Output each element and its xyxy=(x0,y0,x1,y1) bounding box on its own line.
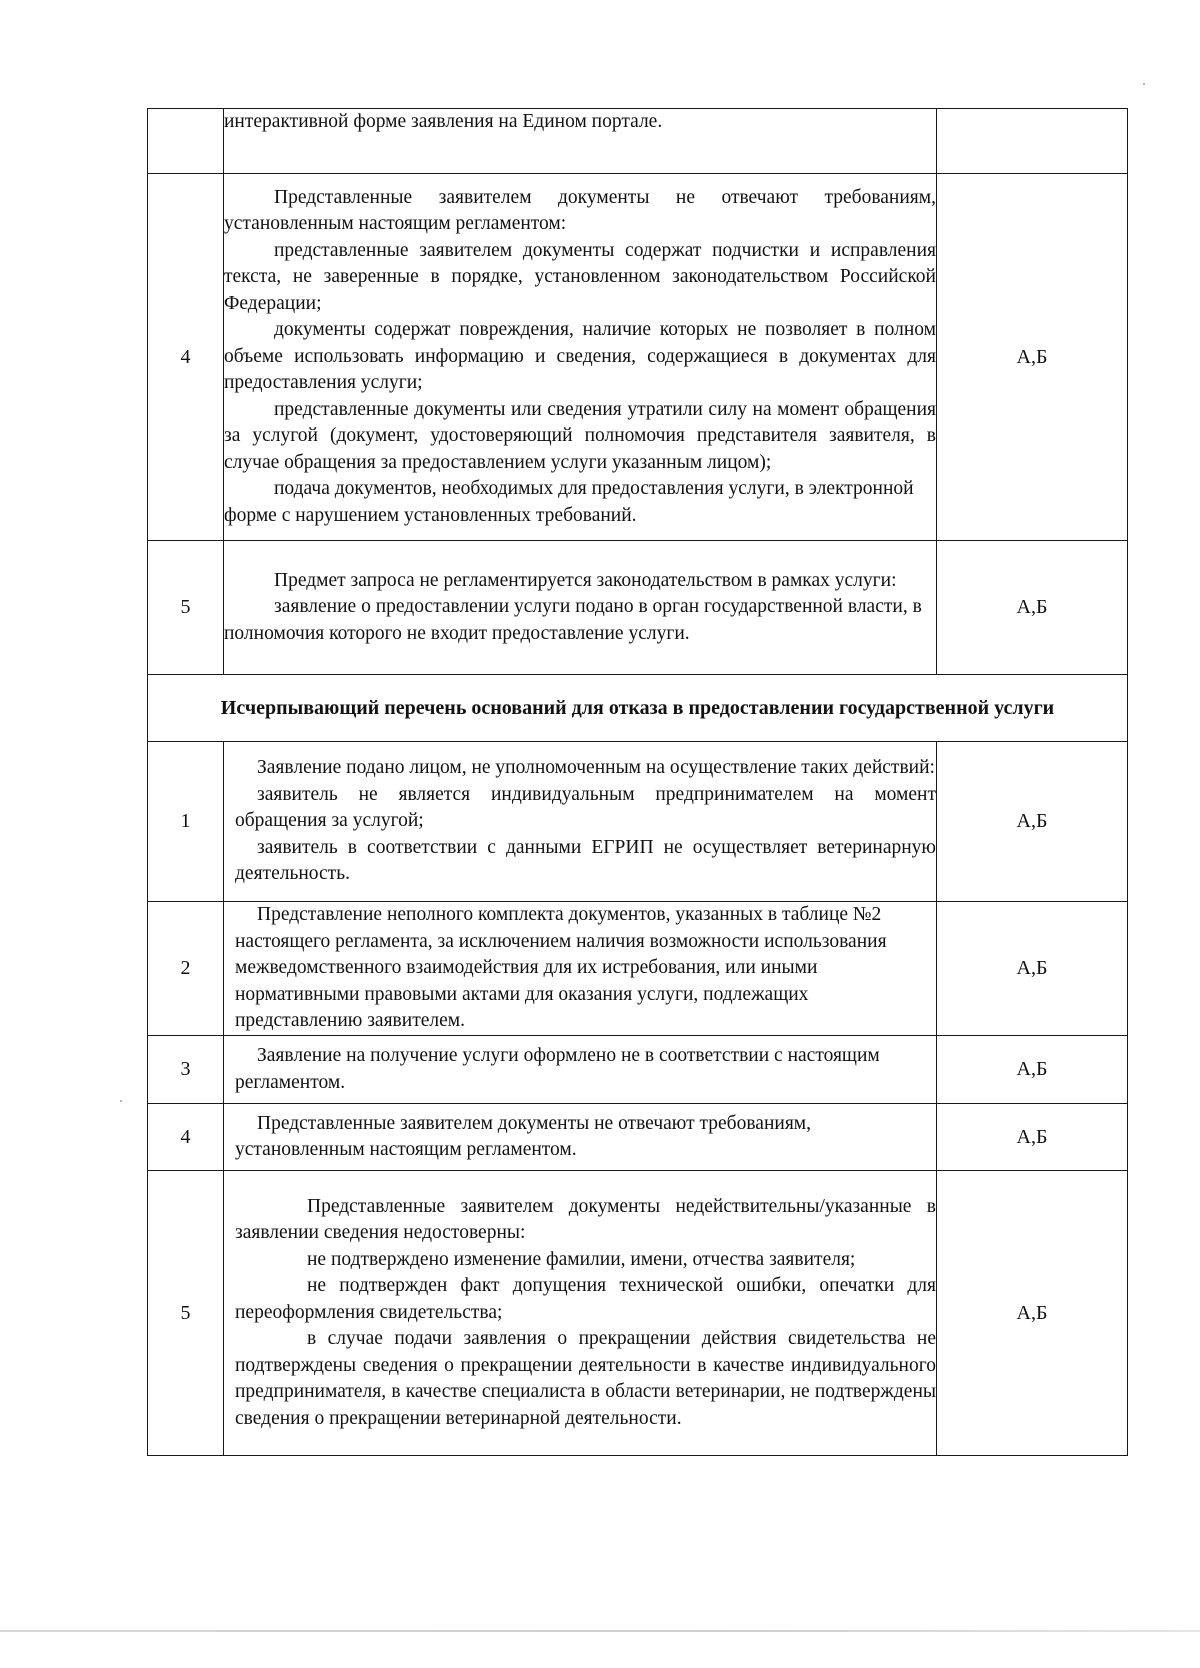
row-number: 5 xyxy=(148,541,224,675)
row-grade: А,Б xyxy=(937,1104,1128,1171)
row-number: 3 xyxy=(148,1036,224,1104)
row-number: 1 xyxy=(148,742,224,902)
table-row xyxy=(148,174,1128,541)
row-number: 2 xyxy=(148,902,224,1036)
row-paragraph: заявление о предоставлении услуги подано в орган государственной власти, в полномочия которого не входит предоставление услуги. xyxy=(224,596,922,644)
row-paragraph: не подтверждено изменение фамилии, имени, отчества заявителя; xyxy=(307,1248,856,1270)
table-row xyxy=(148,902,1128,1036)
scan-speck xyxy=(1143,83,1145,85)
row-paragraph: заявитель не является индивидуальным предпринимателем на момент обращения за услугой; xyxy=(235,783,936,832)
row-grade: А,Б xyxy=(937,174,1128,541)
table-row xyxy=(148,541,1128,675)
table-row xyxy=(148,1104,1128,1171)
section-heading-row xyxy=(148,675,1128,742)
row-number xyxy=(148,109,224,174)
row-text xyxy=(224,742,937,902)
table-row xyxy=(148,1036,1128,1104)
row-number: 4 xyxy=(148,174,224,541)
row-grade: А,Б xyxy=(937,1036,1128,1104)
row-paragraph: документы содержат повреждения, наличие которых не позволяет в полном объеме использовать информацию и сведения, содержащиеся в документах для предоставления услуги; xyxy=(224,319,936,394)
row-text xyxy=(224,541,937,675)
row-grade: А,Б xyxy=(937,902,1128,1036)
scan-edge-line xyxy=(0,1630,1200,1632)
row-grade: А,Б xyxy=(937,1171,1128,1456)
row-text xyxy=(224,1171,937,1456)
row-paragraph: Представление неполного комплекта документов, указанных в таблице №2 настоящего регламента, за исключением наличия возможности использования межведомственного взаимодействия для их истребования, или иными нормативными правовыми актами для оказания услуги, подлежащих представлению заявителем. xyxy=(235,904,887,1032)
grounds-table xyxy=(147,108,1128,1456)
table-row xyxy=(148,742,1128,902)
scan-speck xyxy=(120,1100,122,1102)
table-row xyxy=(148,1171,1128,1456)
section-heading: Исчерпывающий перечень оснований для отказа в предоставлении государственной услуги xyxy=(148,675,1128,742)
row-paragraph: не подтвержден факт допущения технической ошибки, опечатки для переоформления свидетельства; xyxy=(235,1275,936,1323)
row-paragraph: в случае подачи заявления о прекращении действия свидетельства не подтверждены сведения о прекращении деятельности в качестве индивидуального предпринимателя, в качестве специалиста в области ветеринарии, не подтверждены сведения о прекращении ветеринарной деятельности. xyxy=(235,1328,936,1429)
row-paragraph: Представленные заявителем документы не отвечают требованиям, установленным настоящим регламентом: xyxy=(224,186,936,235)
row-paragraph: Представленные заявителем документы не отвечают требованиям, установленным настоящим регламентом. xyxy=(235,1112,812,1160)
table-row xyxy=(148,109,1128,174)
row-grade xyxy=(937,109,1128,174)
row-number: 5 xyxy=(148,1171,224,1456)
row-paragraph: подача документов, необходимых для предоставления услуги, в электронной форме с нарушением установленных требований. xyxy=(224,478,914,526)
row-paragraph: Представленные заявителем документы недействительны/указанные в заявлении сведения недостоверны: xyxy=(235,1195,936,1244)
row-paragraph: заявитель в соответствии с данными ЕГРИП не осуществляет ветеринарную деятельность. xyxy=(235,836,936,885)
row-text xyxy=(224,1104,937,1171)
row-paragraph: представленные заявителем документы содержат подчистки и исправления текста, не заверенные в порядке, установленном законодательством Российской Федерации; xyxy=(224,239,936,314)
row-text xyxy=(224,902,937,1036)
row-paragraph: представленные документы или сведения утратили силу на момент обращения за услугой (документ, удостоверяющий полномочия представителя заявителя, в случае обращения за предоставлением услуги указанным лицом); xyxy=(224,398,936,473)
row-paragraph: Предмет запроса не регламентируется законодательством в рамках услуги: xyxy=(274,569,897,591)
row-paragraph: интерактивной форме заявления на Едином портале. xyxy=(224,111,663,132)
row-number: 4 xyxy=(148,1104,224,1171)
row-text xyxy=(224,174,937,541)
row-text xyxy=(224,109,937,174)
row-paragraph: Заявление подано лицом, не уполномоченным на осуществление таких действий: xyxy=(257,757,935,779)
row-paragraph: Заявление на получение услуги оформлено не в соответствии с настоящим регламентом. xyxy=(235,1045,880,1093)
row-text xyxy=(224,1036,937,1104)
row-grade: А,Б xyxy=(937,742,1128,902)
row-grade: А,Б xyxy=(937,541,1128,675)
